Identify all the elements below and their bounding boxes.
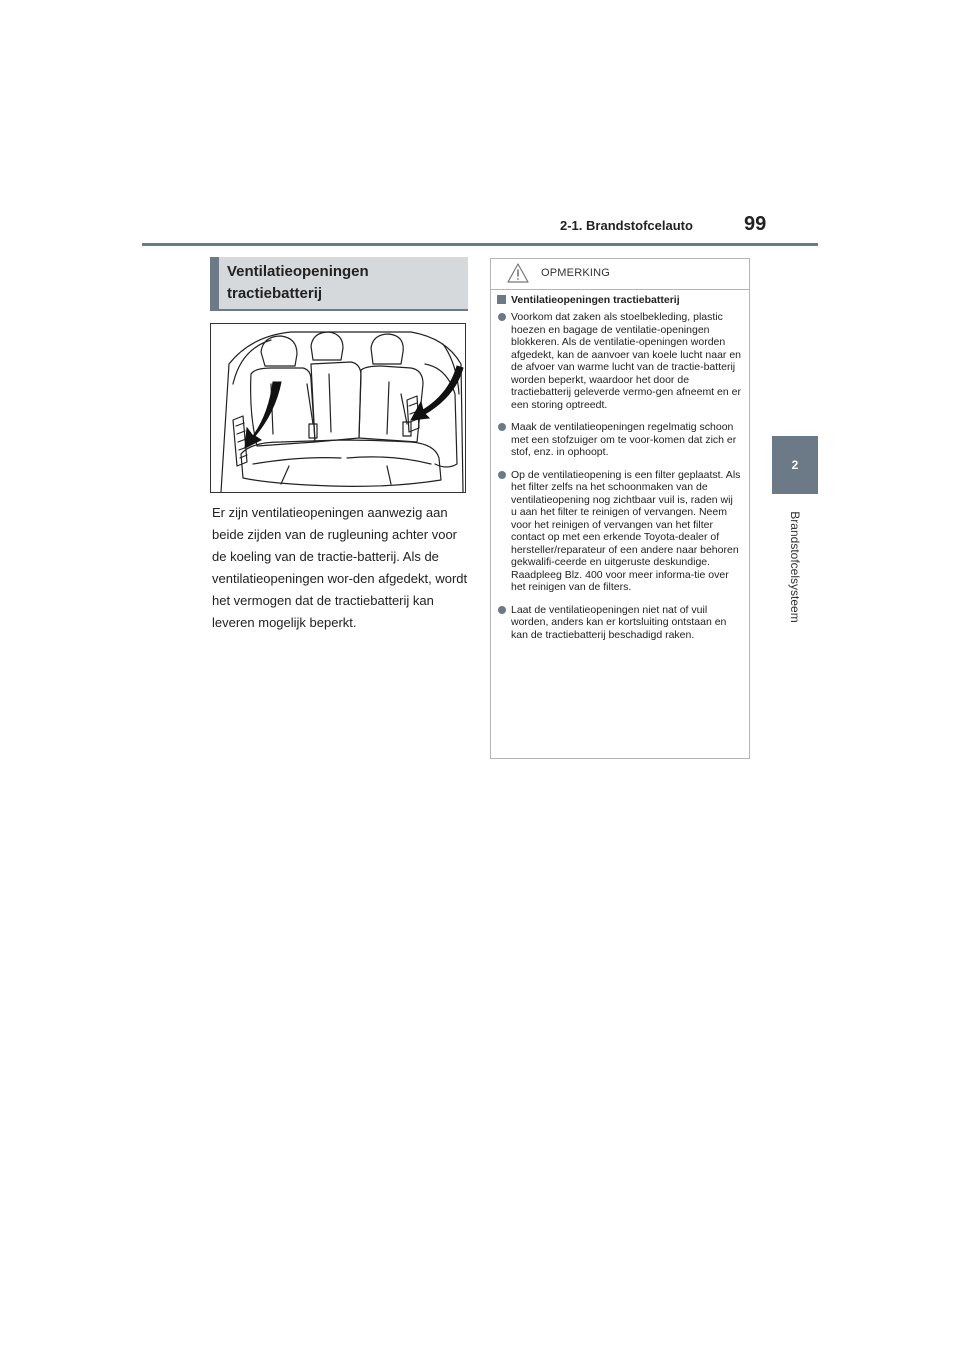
- section-heading-text: Ventilatieopeningen tractiebatterij: [227, 263, 369, 302]
- list-item: [491, 421, 749, 459]
- square-bullet-icon: [497, 295, 506, 304]
- rear-seat-illustration: [210, 323, 466, 493]
- notice-header: [491, 259, 749, 290]
- bullet-dot-icon: [498, 313, 506, 321]
- section-heading-bar: [210, 257, 219, 309]
- header-rule: [142, 243, 818, 246]
- bullet-text: Maak de ventilatieopeningen regelmatig schoon met een stofzuiger om te voor-komen dat zich er stof, enz. in ophoopt.: [511, 421, 737, 458]
- section-heading: [210, 257, 468, 311]
- notice-subtitle: [497, 294, 680, 306]
- notice-box: [490, 258, 750, 759]
- chapter-tab-number: 2: [791, 458, 799, 472]
- notice-bullet-list: [491, 311, 749, 651]
- notice-title: OPMERKING: [541, 267, 611, 279]
- page-number: 99: [744, 213, 767, 235]
- bullet-text: Voorkom dat zaken als stoelbekleding, plastic hoezen en bagage de ventilatie-openingen blokkeren. Als de ventilatie-openingen worden afgedekt, kan de aanvoer van koele lucht naar en de afvoer van warme lucht van de tractie-batterij worden beperkt, waardoor het door de tractiebatterij geleverde vermo-gen afneemt en er een storing optreedt.: [511, 311, 741, 411]
- chapter-side-label: Brandstofcelsysteem: [788, 511, 802, 623]
- bullet-dot-icon: [498, 606, 506, 614]
- body-paragraph: Er zijn ventilatieopeningen aanwezig aan beide zijden van de rugleuning achter voor de koeling van de tractie-batterij. Als de ventilatieopeningen wor-den afgedekt, wordt het vermogen dat de tractiebatterij kan leveren mogelijk beperkt.: [212, 505, 468, 630]
- header-section-title: 2-1. Brandstofcelauto: [560, 218, 693, 233]
- bullet-dot-icon: [498, 423, 506, 431]
- list-item: [491, 311, 749, 411]
- list-item: [491, 604, 749, 642]
- bullet-text: Op de ventilatieopening is een filter geplaatst. Als het filter zelfs na het schoonmaken van de ventilatieopening nog zichtbaar vuil is, raden wij u aan het filter te reinigen of vervangen. Neem voor het reinigen of vervangen van het filter contact op met een erkende Toyota-dealer of hersteller/reparateur of een andere naar behoren gekwalifi-ceerde en uitgeruste deskundige. Raadpleeg Blz. 400 voor meer informa-tie over het reinigen van de filters.: [511, 468, 741, 593]
- bullet-text: Laat de ventilatieopeningen niet nat of vuil worden, anders kan er kortsluiting ontstaan en kan de tractiebatterij beschadigd raken.: [511, 603, 727, 641]
- warning-triangle-icon: [507, 263, 529, 283]
- rear-seat-drawing: [211, 324, 466, 493]
- chapter-tab: [772, 436, 818, 494]
- list-item: [491, 469, 749, 594]
- bullet-dot-icon: [498, 471, 506, 479]
- notice-subtitle-text: Ventilatieopeningen tractiebatterij: [511, 294, 680, 306]
